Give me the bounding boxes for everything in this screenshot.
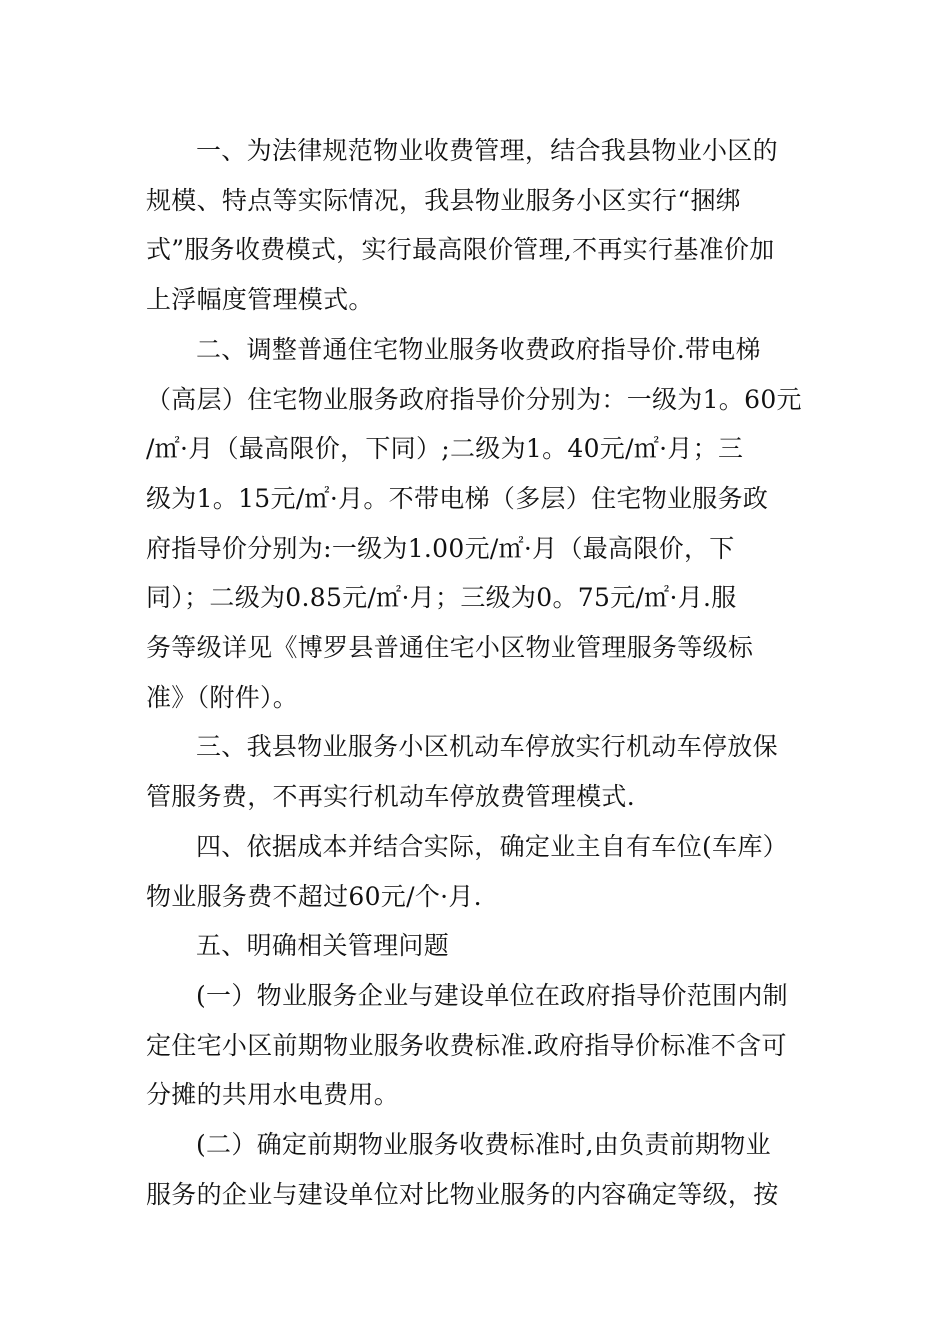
text-line: 上浮幅度管理模式。 <box>146 285 374 315</box>
text-line: 级为1。15元/㎡·月。不带电梯（多层）住宅物业服务政 <box>146 483 769 513</box>
document-body <box>146 126 811 1219</box>
text-line: 式”服务收费模式，实行最高限价管理,不再实行基准价加 <box>146 235 775 265</box>
text-line: (一）物业服务企业与建设单位在政府指导价范围内制 <box>196 980 788 1010</box>
text-line: 服务的企业与建设单位对比物业服务的内容确定等级，按 <box>146 1179 779 1209</box>
text-line: 定住宅小区前期物业服务收费标准.政府指导价标准不含可 <box>146 1030 787 1060</box>
text-line: 一、为法律规范物业收费管理，结合我县物业小区的 <box>196 136 778 165</box>
text-line: 同）；二级为0.85元/㎡·月；三级为0。75元/㎡·月.服 <box>146 583 737 613</box>
text-line: 三、我县物业服务小区机动车停放实行机动车停放保 <box>196 732 778 762</box>
text-line: 二、调整普通住宅物业服务收费政府指导价.带电梯 <box>196 334 761 364</box>
text-line: 物业服务费不超过60元/个·月. <box>146 881 482 911</box>
text-line: /㎡·月（最高限价，下同）;二级为1。40元/㎡·月；三 <box>146 434 744 464</box>
text-line: 五、明确相关管理问题 <box>196 931 450 961</box>
text-line: 务等级详见《博罗县普通住宅小区物业管理服务等级标 <box>146 633 754 663</box>
text-line: 四、依据成本并结合实际，确定业主自有车位(车库） <box>196 831 788 861</box>
text-line: 府指导价分别为:一级为1.00元/㎡·月（最高限价，下 <box>146 533 735 563</box>
text-line: 规模、特点等实际情况，我县物业服务小区实行“捆绑 <box>146 185 741 215</box>
text-line: 准》（附件）。 <box>146 682 299 712</box>
text-line: 管服务费，不再实行机动车停放费管理模式. <box>146 782 635 812</box>
text-line: (二）确定前期物业服务收费标准时,由负责前期物业 <box>196 1130 771 1160</box>
text-line: （高层）住宅物业服务政府指导价分别为：一级为1。60元 <box>146 384 802 414</box>
text-line: 分摊的共用水电费用。 <box>146 1080 400 1110</box>
